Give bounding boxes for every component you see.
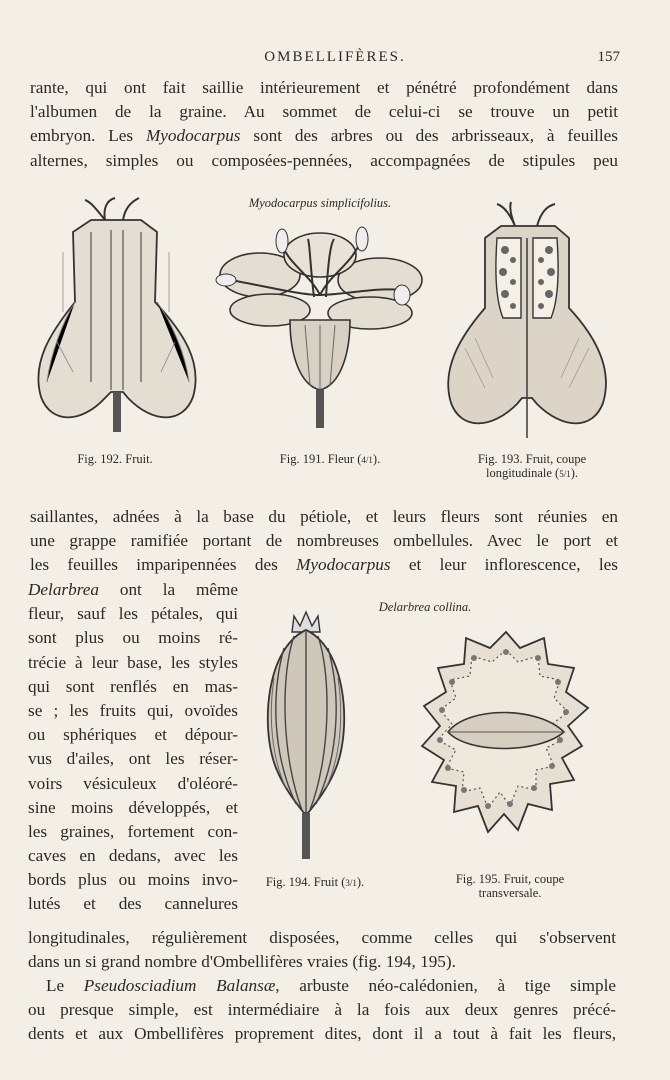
paragraph-1 bbox=[30, 76, 618, 173]
text-line: longitudinales, régulièrement disposées, comme celles qui s'observent bbox=[28, 928, 616, 947]
fig-191-flower-illustration bbox=[210, 225, 428, 430]
fig-194-caption: Fig. 194. Fruit (3/1). bbox=[265, 875, 365, 889]
text-line: dans un si grand nombre d'Ombellifères vraies (fig. 194, 195). bbox=[28, 952, 456, 972]
figure-group-title-delarbrea: Delarbrea collina. bbox=[378, 600, 472, 614]
running-head-title: OMBELLIFÈRES. bbox=[264, 49, 406, 65]
text-line: alternes, simples ou composées-pennées, accompagnées de stipules peu bbox=[30, 150, 618, 170]
text-line: lutés et des cannelures bbox=[28, 894, 238, 914]
running-head bbox=[0, 47, 670, 71]
paragraph-3 bbox=[28, 926, 616, 974]
text-line: se ; les fruits qui, ovoïdes bbox=[28, 700, 238, 720]
text-line: Le Pseudosciadium Balansæ, arbuste néo-calédonien, à tige simple bbox=[46, 976, 616, 995]
fig-191-caption: Fig. 191. Fleur (4/1). bbox=[279, 452, 381, 466]
text-line: vus d'ailes, ont les réser- bbox=[28, 749, 238, 769]
text-line: sont plus ou moins ré- bbox=[28, 628, 238, 648]
text-line: sine moins développés, et bbox=[28, 797, 238, 817]
fig-193-fruit-section-illustration bbox=[445, 198, 610, 443]
text-line: dents et aux Ombellifères proprement dites, dont il a tout à fait les fleurs, bbox=[28, 1024, 616, 1044]
paragraph-2-narrow-column bbox=[28, 578, 238, 917]
scale-fraction: 3/1 bbox=[345, 878, 357, 888]
page-number: 157 bbox=[597, 49, 620, 65]
text-line: l'albumen de la graine. Au sommet de celui-ci se trouve un petit bbox=[30, 102, 618, 122]
paragraph-4 bbox=[28, 974, 616, 1047]
fig-192-caption: Fig. 192. Fruit. bbox=[77, 452, 153, 466]
text-line: ou presque simple, est intermédiaire à la fois aux deux genres précé- bbox=[28, 1000, 616, 1020]
text-line: fleur, sauf les pétales, qui bbox=[28, 604, 238, 624]
paragraph-2 bbox=[30, 505, 618, 578]
fig-195-caption: Fig. 195. Fruit, coupe transversale. bbox=[455, 872, 565, 900]
text-line: rante, qui ont fait saillie intérieurement et pénétré profondément dans bbox=[30, 78, 618, 97]
text-line: les graines, fortement con- bbox=[28, 821, 238, 841]
scale-fraction: 5/1 bbox=[559, 469, 571, 479]
text-line: les feuilles imparipennées des Myodocarpus et leur inflorescence, les bbox=[30, 555, 618, 575]
text-line: ou sphériques et dépour- bbox=[28, 725, 238, 745]
figure-group-title-myodocarpus: Myodocarpus simplicifolius. bbox=[248, 196, 392, 210]
text-line: trécie à leur base, les styles bbox=[28, 652, 238, 672]
text-line: voirs vésiculeux d'oléoré- bbox=[28, 773, 238, 793]
text-line: Delarbrea ont la même bbox=[28, 580, 238, 599]
text-line: caves en dedans, avec les bbox=[28, 846, 238, 866]
text-line: saillantes, adnées à la base du pétiole, et leurs fleurs sont réunies en bbox=[30, 507, 618, 526]
scale-fraction: 4/1 bbox=[361, 455, 373, 465]
fig-192-fruit-illustration bbox=[33, 192, 201, 437]
text-line: embryon. Les Myodocarpus sont des arbres ou des arbrisseaux, à feuilles bbox=[30, 126, 618, 146]
fig-193-caption: Fig. 193. Fruit, coupe longitudinale (5/1). bbox=[477, 452, 587, 480]
fig-195-fruit-section-illustration bbox=[418, 628, 593, 853]
text-line: bords plus ou moins invo- bbox=[28, 870, 238, 890]
fig-194-fruit-illustration bbox=[256, 608, 356, 863]
text-line: qui sont renflés en mas- bbox=[28, 676, 238, 696]
text-line: une grappe ramifiée portant de nombreuses ombellules. Avec le port et bbox=[30, 531, 618, 551]
